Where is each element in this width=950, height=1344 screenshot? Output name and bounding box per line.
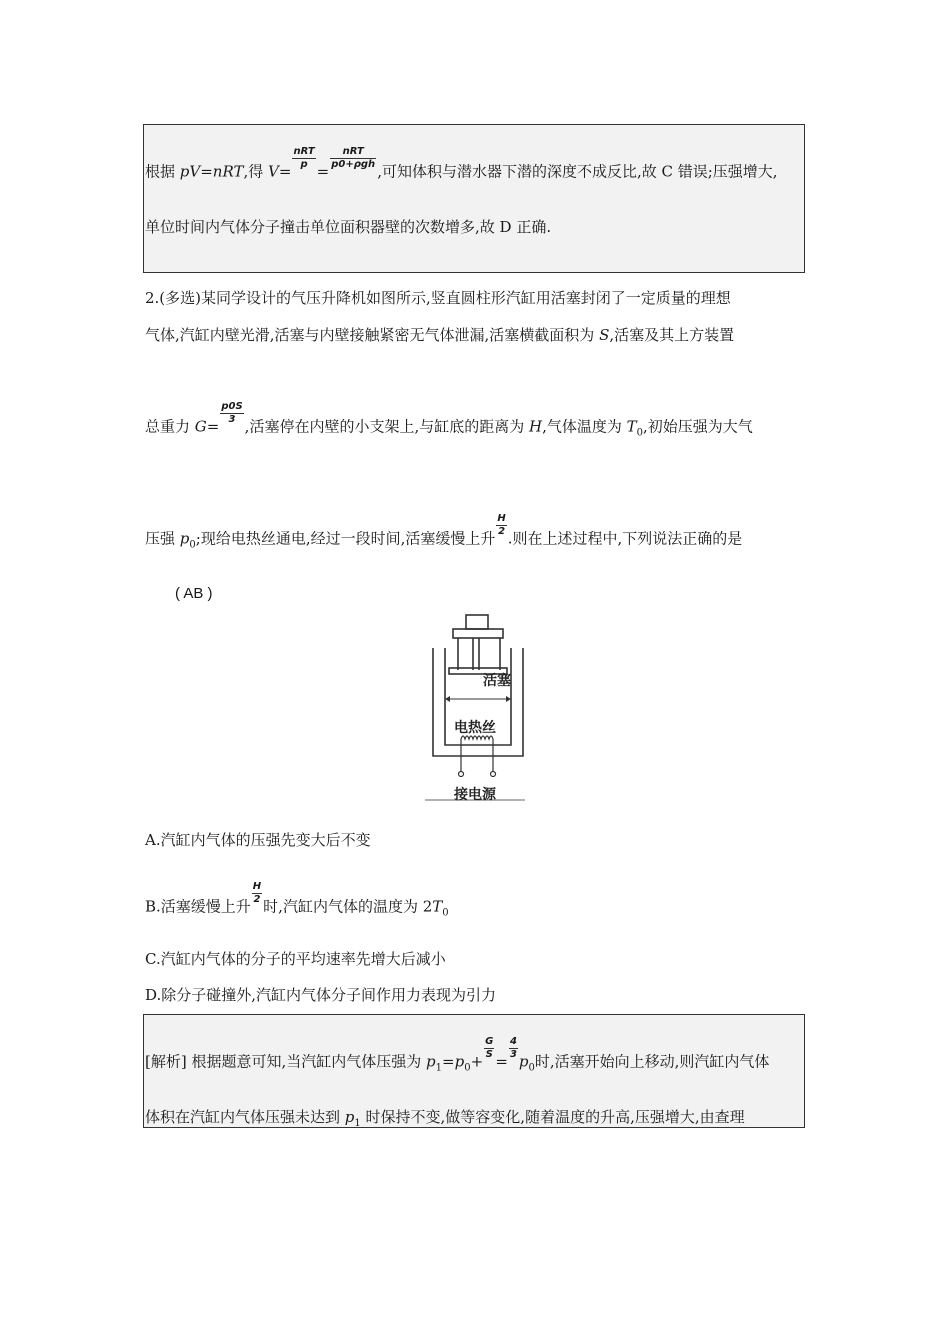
gas-lift-diagram xyxy=(423,613,527,803)
text: 2.(多选)某同学设计的气压升降机如图所示,竖直圆柱形汽缸用活塞封闭了一定质量的理想 xyxy=(145,289,731,307)
fraction-den: p0+ρgh xyxy=(331,159,376,170)
platform xyxy=(453,629,503,638)
subscript: 0 xyxy=(442,907,449,919)
subscript: 0 xyxy=(464,1062,471,1074)
fraction-den: 3 xyxy=(509,1049,517,1060)
question-line-1 xyxy=(145,287,731,308)
question-line-4 xyxy=(145,513,743,552)
text: [解析] 根据题意可知,当汽缸内气体压强为 xyxy=(145,1052,427,1071)
subscript: 0 xyxy=(189,539,196,551)
text: .则在上述过程中,下列说法正确的是 xyxy=(507,529,743,548)
text: ,活塞停在内壁的小支架上,与缸底的距离为 xyxy=(244,417,529,436)
text: 单位时间内气体分子撞击单位面积器壁的次数增多,故 D 正确. xyxy=(145,218,552,236)
var-g: G xyxy=(194,417,207,436)
text: C.汽缸内气体的分子的平均速率先增大后减小 xyxy=(145,950,446,968)
text: 时,汽缸内气体的温度为 2 xyxy=(263,897,433,916)
top-weight xyxy=(466,615,488,629)
text: ,气体温度为 xyxy=(542,417,627,436)
var-h: H xyxy=(528,417,543,436)
answer-line xyxy=(175,585,213,602)
question-line-2 xyxy=(145,324,734,345)
text: ,得 xyxy=(243,162,269,181)
fraction-den: p xyxy=(300,159,308,170)
fraction-den: S xyxy=(485,1049,493,1060)
var-nrt: nRT xyxy=(212,162,244,181)
var-v: V xyxy=(268,162,279,181)
var-s: S xyxy=(599,326,610,344)
cylinder-outer xyxy=(433,648,523,756)
fraction-h-over-2 xyxy=(252,881,262,906)
subscript: 1 xyxy=(354,1118,361,1129)
fraction-num: p0S xyxy=(221,401,243,412)
option-a xyxy=(145,829,371,850)
fraction-4-over-3 xyxy=(509,1036,518,1061)
question-line-3 xyxy=(145,401,753,440)
box1-line-1 xyxy=(145,146,778,185)
option-d xyxy=(145,984,496,1005)
text: A.汽缸内气体的压强先变大后不变 xyxy=(145,831,371,849)
text: = xyxy=(495,1052,508,1071)
fraction-num: 4 xyxy=(509,1036,517,1047)
box2-line-1 xyxy=(145,1036,770,1075)
subscript: 0 xyxy=(636,427,644,439)
fraction-num: H xyxy=(252,881,262,892)
text: ,初始压强为大气 xyxy=(643,417,753,436)
text: 气体,汽缸内壁光滑,活塞与内壁接触紧密无气体泄漏,活塞横截面积为 xyxy=(145,326,600,344)
text: D.除分子碰撞外,汽缸内气体分子间作用力表现为引力 xyxy=(145,986,497,1004)
fraction-num: nRT xyxy=(330,146,376,159)
fraction-nrt-over-p xyxy=(292,146,315,171)
text: 体积在汽缸内气体压强未达到 xyxy=(145,1108,345,1126)
var-t: T xyxy=(626,417,637,436)
var-p: p xyxy=(426,1052,436,1071)
var-p: p xyxy=(179,529,190,548)
heater-coil xyxy=(461,736,493,739)
fraction-num: G xyxy=(485,1036,494,1047)
terminal-right xyxy=(491,772,496,777)
text: ,活塞及其上方装置 xyxy=(609,326,735,344)
fraction-den: 2 xyxy=(253,894,261,905)
text: = xyxy=(278,162,292,181)
fraction-nrt-over-p0rhogh xyxy=(330,146,376,171)
fraction-num: H xyxy=(497,513,506,524)
box2-line-2 xyxy=(145,1106,745,1129)
text: ;现给电热丝通电,经过一段时间,活塞缓慢上升 xyxy=(195,529,496,548)
var-pv: pV xyxy=(179,162,201,181)
fraction-den: 3 xyxy=(228,414,236,425)
var-p: p xyxy=(344,1108,355,1126)
text: 总重力 xyxy=(145,417,195,436)
subscript: 0 xyxy=(528,1062,535,1074)
text: B.活塞缓慢上升 xyxy=(145,897,251,916)
fraction-g-over-s xyxy=(484,1036,494,1061)
heater-label: 电热丝 xyxy=(454,720,496,736)
piston-label: 活塞 xyxy=(483,673,511,689)
text: = xyxy=(442,1052,455,1071)
var-p: p xyxy=(454,1052,465,1071)
box1-line-2 xyxy=(145,216,551,237)
var-t: T xyxy=(432,897,443,916)
power-label: 接电源 xyxy=(454,787,496,803)
fraction-num: nRT xyxy=(293,146,315,157)
text: 时保持不变,做等容变化,随着温度的升高,压强增大,由查理 xyxy=(360,1108,745,1126)
text: ,可知体积与潜水器下潜的深度不成反比,故 C 错误;压强增大, xyxy=(377,162,778,181)
text: 时,活塞开始向上移动,则汽缸内气体 xyxy=(534,1052,770,1071)
subscript: 1 xyxy=(435,1062,442,1074)
text: = xyxy=(316,162,330,181)
terminal-left xyxy=(459,772,464,777)
text: = xyxy=(200,162,213,181)
fraction-p0s-over-3 xyxy=(220,401,243,426)
var-p: p xyxy=(518,1052,529,1071)
text: 根据 xyxy=(145,162,180,181)
text: + xyxy=(470,1052,484,1071)
option-c xyxy=(145,948,446,969)
text: 压强 xyxy=(145,529,180,548)
fraction-den: 2 xyxy=(498,526,506,537)
solution-box-1 xyxy=(143,124,805,273)
answer-text: ( AB ) xyxy=(175,585,213,602)
fraction-h-over-2 xyxy=(496,513,506,538)
option-b xyxy=(145,881,449,920)
text: = xyxy=(206,417,220,436)
